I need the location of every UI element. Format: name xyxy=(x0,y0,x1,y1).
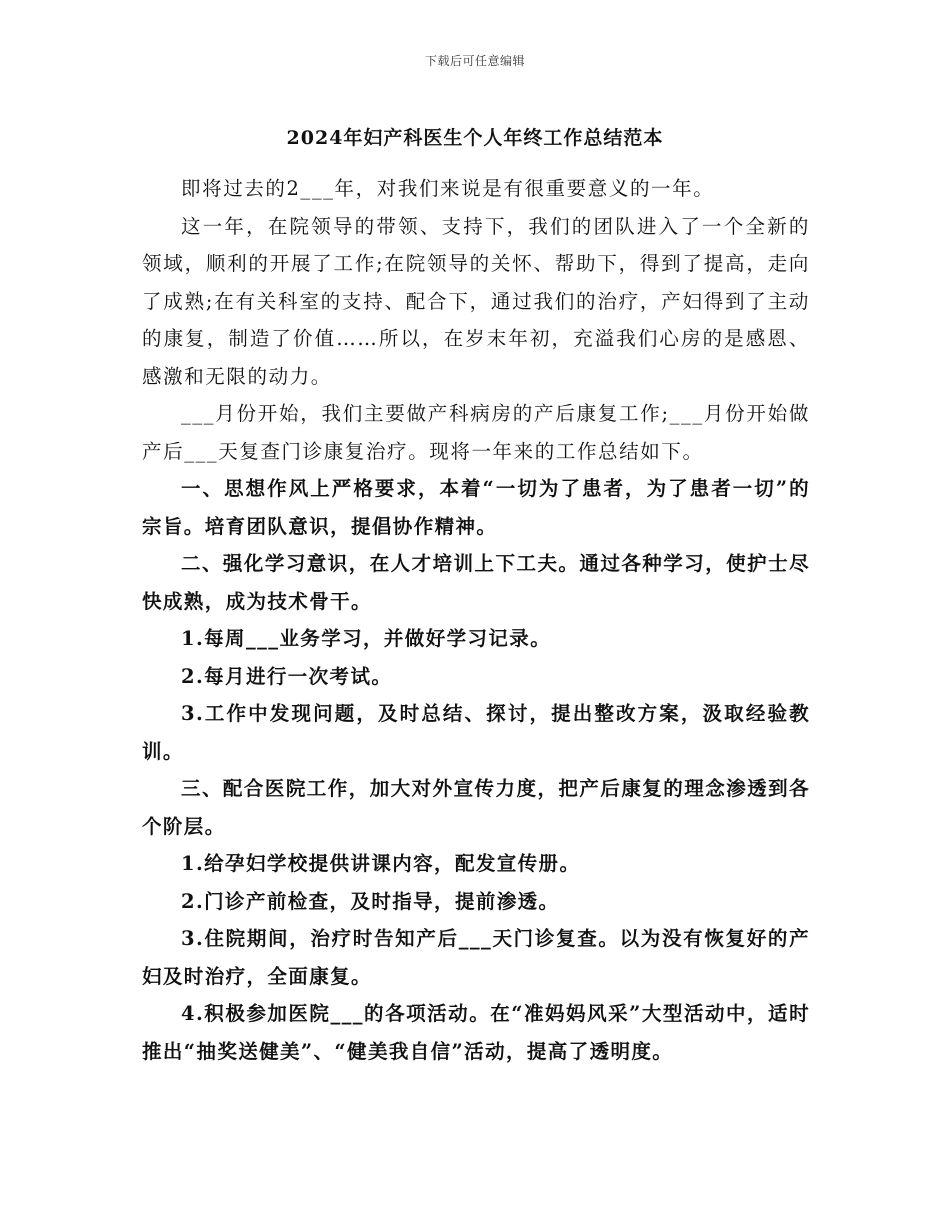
section-heading-2: 二、强化学习意识，在人才培训上下工夫。通过各种学习，使护士尽快成熟，成为技术骨干。 xyxy=(142,552,810,613)
list-item: 4.积极参加医院___的各项活动。在“准妈妈风采”大型活动中，适时推出“抽奖送健美”、“健美我自信”活动，提高了透明度。 xyxy=(142,1002,810,1063)
list-item: 3.工作中发现问题，及时总结、探讨，提出整改方案，汲取经验教训。 xyxy=(142,702,810,763)
paragraph-work-start: ___月份开始，我们主要做产科病房的产后康复工作;___月份开始做产后___天复查门诊康复治疗。现将一年来的工作总结如下。 xyxy=(142,402,810,463)
list-item: 3.住院期间，治疗时告知产后___天门诊复查。以为没有恢复好的产妇及时治疗，全面康复。 xyxy=(142,927,810,988)
list-item: 2.门诊产前检查，及时指导，提前渗透。 xyxy=(181,889,560,913)
header-note: 下载后可任意编辑 xyxy=(424,54,525,68)
document-body xyxy=(142,170,810,1070)
document-title: 2024年妇产科医生个人年终工作总结范本 xyxy=(286,127,664,149)
paragraph-year-review: 这一年，在院领导的带领、支持下，我们的团队进入了一个全新的领域，顺利的开展了工作;在院领导的关怀、帮助下，得到了提高，走向了成熟;在有关科室的支持、配合下，通过我们的治疗，产妇得到了主动的康复，制造了价值……所以，在岁末年初，充溢我们心房的是感恩、感激和无限的动力。 xyxy=(142,214,810,388)
section-heading-3: 三、配合医院工作，加大对外宣传力度，把产后康复的理念渗透到各个阶层。 xyxy=(142,777,810,838)
list-item: 1.给孕妇学校提供讲课内容，配发宣传册。 xyxy=(181,852,581,875)
paragraph-intro: 即将过去的2___年，对我们来说是有很重要意义的一年。 xyxy=(181,177,715,200)
list-item: 1.每周___业务学习，并做好学习记录。 xyxy=(181,627,552,650)
list-item: 2.每月进行一次考试。 xyxy=(181,664,393,688)
section-heading-1: 一、思想作风上严格要求，本着“一切为了患者，为了患者一切”的宗旨。培育团队意识，提倡协作精神。 xyxy=(142,477,810,538)
